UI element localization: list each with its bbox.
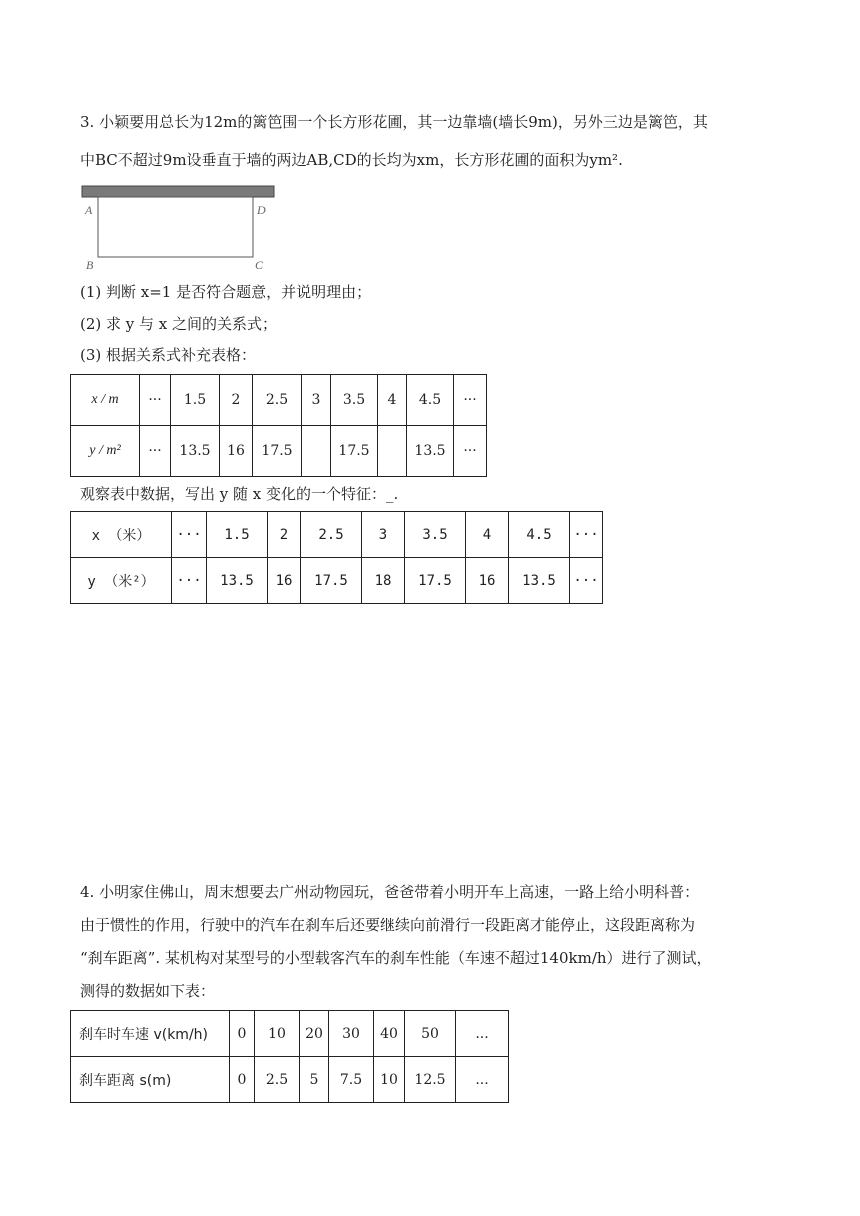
- table-cell: 4.5: [407, 375, 454, 426]
- q3-observe-text: 观察表中数据，写出 y 随 x 变化的一个特征：_.: [80, 485, 399, 503]
- table-cell: ...: [456, 1011, 509, 1057]
- table-cell: 2.5: [301, 512, 362, 558]
- table-cell: 20: [300, 1011, 329, 1057]
- table-cell: [378, 426, 407, 477]
- table-cell: ···: [454, 375, 487, 426]
- label-b: B: [86, 258, 94, 272]
- table-row-speed: [71, 1011, 509, 1057]
- q4-text-line3: “刹车距离”. 某机构对某型号的小型载客汽车的刹车性能（车速不超过140km/h）进行了测试，: [80, 949, 712, 967]
- table-cell: 3.5: [405, 512, 466, 558]
- q3-subquestion-3: (3) 根据关系式补充表格：: [80, 346, 257, 364]
- table-row-y: [71, 558, 603, 604]
- table-cell: ···: [172, 558, 207, 604]
- table-cell: 16: [466, 558, 509, 604]
- q3-text-line1: 3. 小颖要用总长为12m的篱笆围一个长方形花圃，其一边靠墙(墙长9m)，另外三边是篱笆，其: [80, 113, 708, 131]
- q4-text-line2: 由于惯性的作用，行驶中的汽车在刹车后还要继续向前滑行一段距离才能停止，这段距离称为: [80, 916, 696, 934]
- q3-subquestion-2: (2) 求 y 与 x 之间的关系式；: [80, 315, 278, 333]
- table-cell: ···: [570, 512, 603, 558]
- table-row-y: [71, 426, 487, 477]
- label-a: A: [85, 203, 93, 217]
- table-cell: y / m²: [71, 426, 140, 477]
- table-cell: 13.5: [171, 426, 220, 477]
- table-cell: 7.5: [329, 1057, 374, 1103]
- garden-figure: [80, 183, 280, 273]
- table-cell: 1.5: [171, 375, 220, 426]
- table-cell: x / m: [71, 375, 140, 426]
- wall-shape: [82, 186, 274, 197]
- table-cell: ···: [140, 375, 171, 426]
- q3-table-1: [70, 374, 487, 477]
- table-cell: 0: [230, 1057, 255, 1103]
- table-cell: 3.5: [331, 375, 378, 426]
- table-cell: 5: [300, 1057, 329, 1103]
- table-cell: 刹车时车速 v(km/h): [71, 1011, 230, 1057]
- table-cell: 3: [302, 375, 331, 426]
- table-cell: 50: [405, 1011, 456, 1057]
- table-cell: 13.5: [407, 426, 454, 477]
- table-cell: 17.5: [405, 558, 466, 604]
- q3-table-2: [70, 511, 603, 604]
- table-cell: 17.5: [331, 426, 378, 477]
- label-d: D: [257, 203, 266, 217]
- fence-rectangle: [98, 197, 253, 257]
- table-cell: 10: [374, 1057, 405, 1103]
- table-cell: 13.5: [509, 558, 570, 604]
- q4-table: [70, 1010, 509, 1103]
- table-cell: 1.5: [207, 512, 268, 558]
- table-cell: 30: [329, 1011, 374, 1057]
- table-cell: 刹车距离 s(m): [71, 1057, 230, 1103]
- table-cell: 2: [220, 375, 253, 426]
- table-cell: 4.5: [509, 512, 570, 558]
- table-cell: 17.5: [301, 558, 362, 604]
- table-cell: 18: [362, 558, 405, 604]
- table-cell: 17.5: [253, 426, 302, 477]
- table-cell: 3: [362, 512, 405, 558]
- table-cell: ...: [456, 1057, 509, 1103]
- label-c: C: [255, 258, 264, 272]
- q3-text-line2: 中BC不超过9m设垂直于墙的两边AB,CD的长均为xm，长方形花圃的面积为ym².: [80, 151, 623, 169]
- table-cell: 4: [378, 375, 407, 426]
- table-row-x: [71, 512, 603, 558]
- table-cell: 2.5: [253, 375, 302, 426]
- table-cell: 2: [268, 512, 301, 558]
- q4-text-line4: 测得的数据如下表：: [80, 982, 216, 1000]
- table-cell: ···: [454, 426, 487, 477]
- table-cell: 10: [255, 1011, 300, 1057]
- table-cell: 4: [466, 512, 509, 558]
- table-cell: x （米）: [71, 512, 172, 558]
- table-cell: [302, 426, 331, 477]
- table-cell: ···: [140, 426, 171, 477]
- table-cell: 0: [230, 1011, 255, 1057]
- table-cell: 40: [374, 1011, 405, 1057]
- table-cell: 16: [220, 426, 253, 477]
- table-cell: 16: [268, 558, 301, 604]
- table-cell: 12.5: [405, 1057, 456, 1103]
- table-cell: ···: [570, 558, 603, 604]
- q4-text-line1: 4. 小明家住佛山，周末想要去广州动物园玩，爸爸带着小明开车上高速，一路上给小明科普：: [80, 883, 700, 901]
- table-cell: 13.5: [207, 558, 268, 604]
- q3-subquestion-1: (1) 判断 x=1 是否符合题意，并说明理由；: [80, 283, 372, 301]
- table-row-distance: [71, 1057, 509, 1103]
- table-cell: 2.5: [255, 1057, 300, 1103]
- table-row-x: [71, 375, 487, 426]
- table-cell: ···: [172, 512, 207, 558]
- table-cell: y （米²）: [71, 558, 172, 604]
